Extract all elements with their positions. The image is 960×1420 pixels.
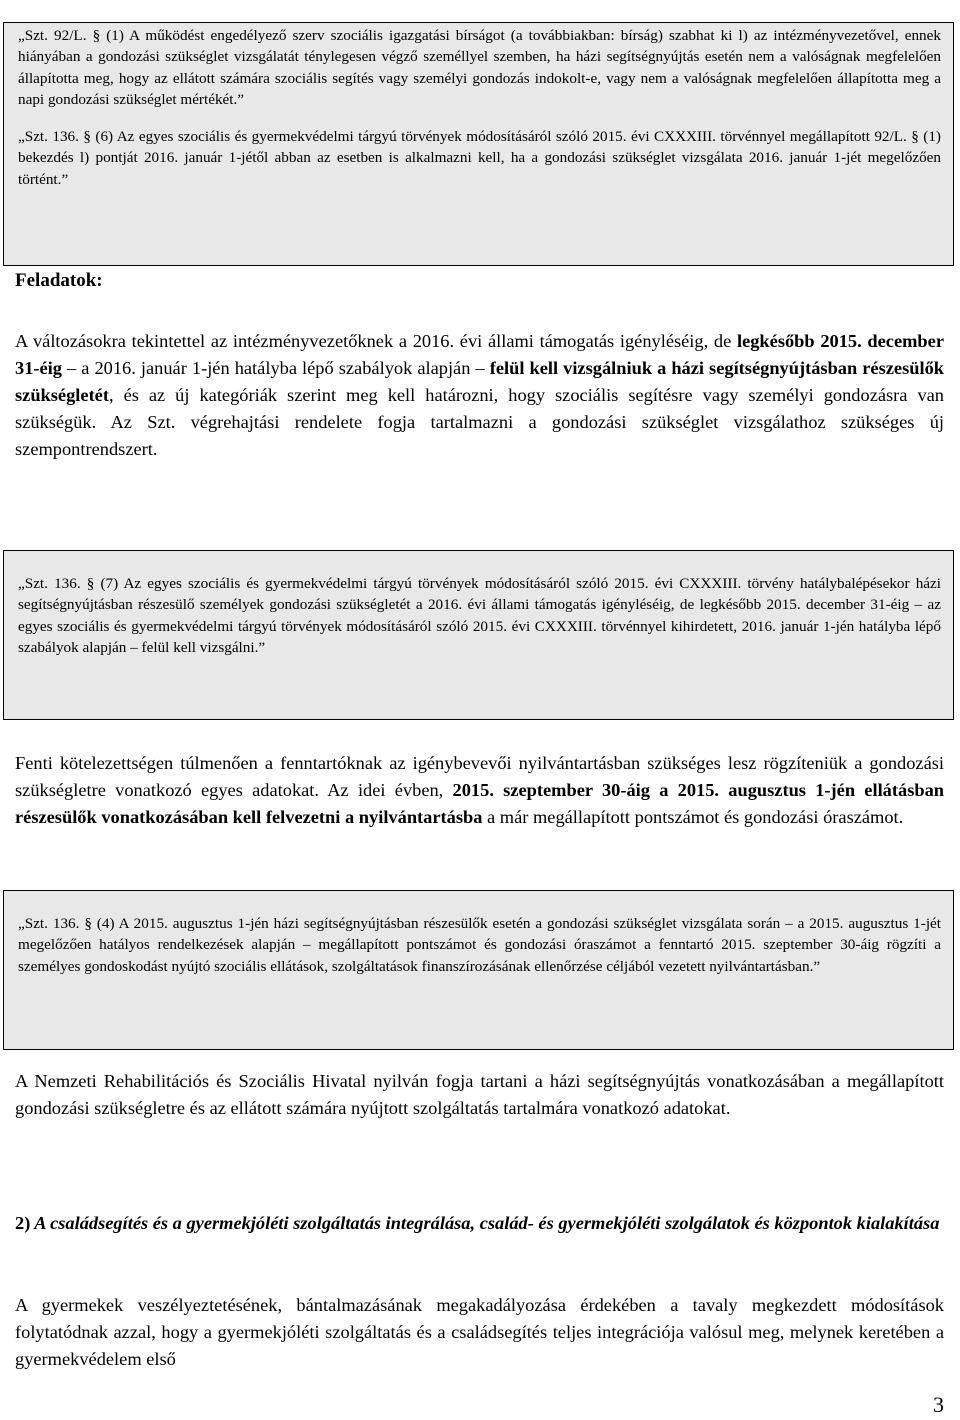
tasks-text-3: , és az új kategóriák szerint meg kell határozni, hogy szociális segítésre vagy személyi gondozásra van szükségük. Az Szt. végrehajtási rendelete fogja tartalmazni a gondozási szükséglet vizsgálathoz szükséges új szempontrendszert. — [15, 385, 944, 459]
tasks-heading: Feladatok: — [15, 270, 103, 291]
registry-deadline: 2015. szeptember 30-áig a 2015. augusztus 1-jén ellátásban részesülők vonatkozásában kell felvezetni a nyilvántartásba — [15, 780, 944, 827]
quote-136-7: „Szt. 136. § (7) Az egyes szociális és gyermekvédelmi tárgyú törvények módosításáról szóló 2015. évi CXXXIII. törvény hatálybalépésekor házi segítségnyújtásban részesülő személyek gondozási szükségletét a 2016. évi állami támogatás igényléséig, de legkésőbb 2015. december 31-éig – az egyes szociális és gyermekvédelmi tárgyú törvények módosításáról szóló 2015. évi CXXXIII. törvénnyel kihirdetett, 2016. január 1-jén hatályba lépő szabályok alapján – felül kell vizsgálni.” — [18, 575, 941, 656]
section-2-number: 2) — [15, 1213, 31, 1233]
tasks-text-1: A változásokra tekintettel az intézményvezetőknek a 2016. évi állami támogatás igényléséig, de — [15, 331, 737, 351]
quote-136-6: „Szt. 136. § (6) Az egyes szociális és gyermekvédelmi tárgyú törvények módosításáról szóló 2015. évi CXXXIII. törvénnyel megállapított 92/L. § (1) bekezdés l) pontját 2016. január 1-jétől abban az esetben is alkalmazni kell, ha a gondozási szükséglet vizsgálata 2016. január 1-jét megelőzően történt.” — [18, 128, 941, 188]
registry-paragraph — [15, 750, 944, 831]
registry-text-1: Fenti kötelezettségen túlmenően a fenntartóknak az igénybevevői nyilvántartásban szükséges lesz rögzíteniük a gondozási szükségletre vonatkozó egyes adatokat. Az idei évben, — [15, 753, 944, 800]
section-2-text: A gyermekek veszélyeztetésének, bántalmazásának megakadályozása érdekében a tavaly megkezdett módosítások folytatódnak azzal, hogy a gyermekjóléti szolgáltatás és a családsegítés teljes integrációja valósul meg, melynek keretében a gyermekvédelem első — [15, 1295, 944, 1369]
tasks-text-2: – a 2016. január 1-jén hatályba lépő szabályok alapján – — [61, 358, 490, 378]
quote-92L: „Szt. 92/L. § (1) A működést engedélyező szerv szociális igazgatási bírságot (a továbbiakban: bírság) szabhat ki l) az intézményvezetővel, ennek hiányában a gondozási szükséglet vizsgálatát ténylegesen végző személlyel szemben, ha házi segítségnyújtás esetén nem a valóságnak megfelelően állapította meg, hogy az ellátott számára szociális segítés vagy személyi gondozás indokolt-e, vagy nem a valóságnak megfelelően állapította meg a napi gondozási szükséglet mértékét.” — [18, 27, 941, 108]
tasks-review-requirement: felül kell vizsgálniuk a házi segítségnyújtásban részesülők szükségletét — [15, 358, 944, 405]
legal-quote-box-3 — [3, 890, 954, 1050]
nrszh-text: A Nemzeti Rehabilitációs és Szociális Hivatal nyilván fogja tartani a házi segítségnyújtás vonatkozásában a megállapított gondozási szükségletre és az ellátott számára nyújtott szolgáltatás tartalmára vonatkozó adatokat. — [15, 1071, 944, 1118]
legal-quote-box-1 — [3, 22, 954, 266]
quote-136-4: „Szt. 136. § (4) A 2015. augusztus 1-jén házi segítségnyújtásban részesülők esetén a gondozási szükséglet vizsgálata során – a 2015. augusztus 1-jét megelőzően hatályos rendelkezések alapján – megállapított pontszámot és gondozási óraszámot a fenntartó 2015. szeptember 30-áig rögzíti a személyes gondoskodást nyújtó szociális ellátások, szolgáltatások finanszírozásának ellenőrzése céljából vezetett nyilvántartásban.” — [18, 915, 941, 975]
legal-quote-box-2 — [3, 550, 954, 720]
section-2-paragraph — [15, 1292, 944, 1373]
registry-text-2: a már megállapított pontszámot és gondozási óraszámot. — [482, 807, 904, 827]
tasks-paragraph — [15, 328, 944, 463]
section-2-heading — [15, 1210, 944, 1237]
nrszh-paragraph — [15, 1068, 944, 1122]
page-number: 3 — [933, 1392, 944, 1417]
tasks-deadline: legkésőbb 2015. december 31-éig — [15, 331, 944, 378]
section-2-title: A családsegítés és a gyermekjóléti szolgáltatás integrálása, család- és gyermekjóléti szolgálatok és központok kialakítása — [30, 1213, 940, 1233]
